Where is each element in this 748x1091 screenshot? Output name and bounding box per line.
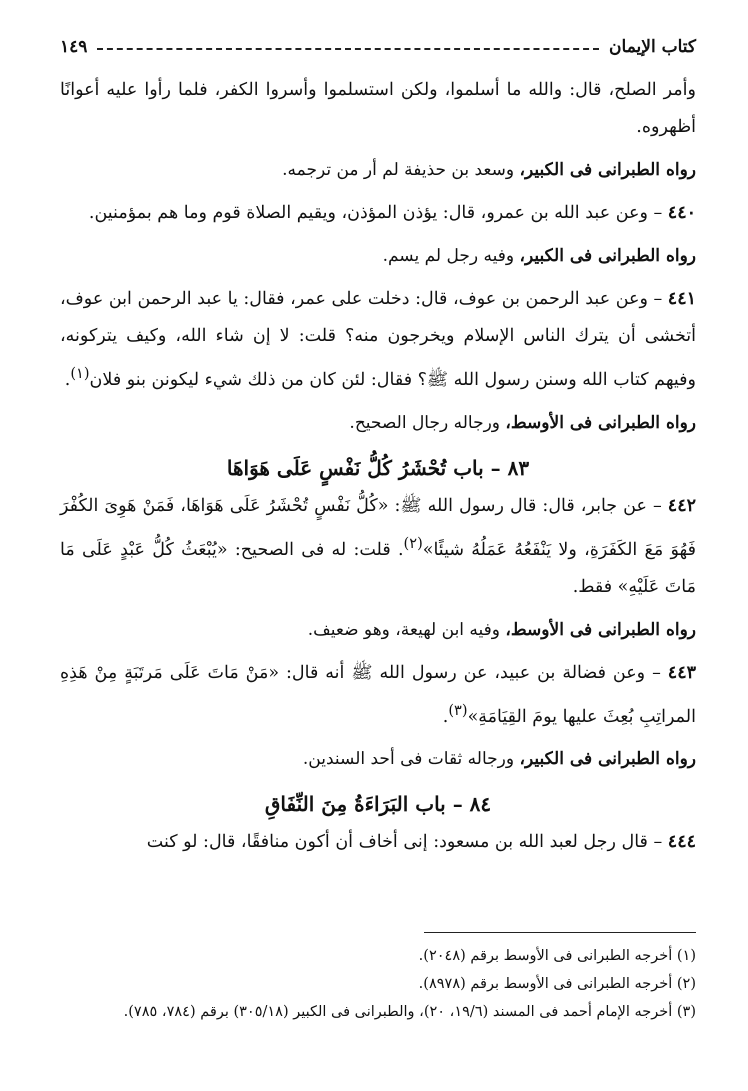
hadith-number: ٤٤١	[667, 289, 696, 309]
hadith-number: ٤٤٣	[667, 662, 696, 683]
hadith-text: – عن جابر، قال: قال رسول الله ﷺ: «كُلُّ نَفْسٍ تُحْشَرُ عَلَى هَوَاهَا، فَمَنْ هَوِىَ الكُفْرَ فَهُوَ مَعَ الكَفَرَةِ، ولا يَنْفَعُهُ عَمَلُهُ شيئًا»	[60, 495, 696, 560]
footnote-ref: (١)	[70, 365, 90, 382]
hadith-441: ٤٤١ – وعن عبد الرحمن بن عوف، قال: دخلت على عمر، فقال: يا عبد الرحمن ابن عوف، أتخشى أن يترك الناس الإسلام ويخرجون منه؟ قلت: لا إن شاء الله، وكيف يتركونه، وفيهم كتاب الله وسنن رسول الله ﷺ؟ فقال: لئن كان من ذلك شيء ليكونن بنو فلان$^{(١)}$.	[60, 289, 696, 390]
hadith-443	[60, 655, 696, 736]
footnote-3: (٣) أخرجه الإمام أحمد فى المسند (١٩/٦، ٢٠)، والطبرانى فى الكبير (٣٠٥/١٨) برقم (٧٨٤، ٧٨٥).	[123, 1004, 696, 1020]
source-rest: وفيه ابن لهيعة، وهو ضعيف.	[307, 619, 506, 640]
source-note	[60, 152, 696, 189]
hadith-444	[60, 824, 696, 861]
hadith-text: – وعن عبد الله بن عمرو، قال: يؤذن المؤذن، ويقيم الصلاة قوم وما هم بمؤمنين.	[88, 203, 668, 223]
header-dashed-rule	[97, 48, 599, 50]
hadith-tail: .	[442, 706, 449, 727]
source-note	[60, 405, 696, 442]
source-bold: رواه الطبرانى فى الكبير،	[519, 160, 696, 180]
source-rest: وسعد بن حذيفة لم أر من ترجمه.	[282, 160, 520, 180]
source-bold: رواه الطبرانى فى الكبير،	[519, 749, 696, 770]
hadith-text: – وعن فضالة بن عبيد، عن رسول الله ﷺ أنه قال: «مَنْ مَاتَ عَلَى مَرتَبَةٍ مِنْ هَذِهِ المراتِبِ بُعِثَ عليها يومَ القِيَامَةِ»	[60, 662, 696, 727]
hadith-442	[60, 488, 696, 606]
hadith-number: ٤٤٠	[667, 203, 696, 223]
running-header	[60, 34, 696, 60]
source-bold: رواه الطبرانى فى الأوسط،	[505, 412, 696, 433]
source-bold: رواه الطبرانى فى الأوسط،	[505, 619, 696, 640]
footnote-divider	[424, 932, 696, 933]
source-rest: ورجاله ثقات فى أحد السندين.	[302, 749, 520, 770]
source-note	[60, 741, 696, 778]
source-bold: رواه الطبرانى فى الكبير،	[519, 246, 696, 266]
hadith-text: – وعن عبد الرحمن بن عوف، قال: دخلت على عمر، فقال: يا عبد الرحمن ابن عوف، أتخشى أن يترك الناس الإسلام ويخرجون منه؟ قلت: لا إن شاء الله، وكيف يتركونه، وفيهم كتاب الله وسنن رسول الله ﷺ؟ فقال: لئن كان من ذلك شيء ليكونن بنو فلان	[60, 289, 696, 390]
source-rest: ورجاله رجال الصحيح.	[349, 412, 506, 433]
footnote-2: (٢) أخرجه الطبرانى فى الأوسط برقم (٨٩٧٨).	[418, 976, 696, 992]
footnotes	[60, 942, 696, 1026]
hadith-text: – قال رجل لعبد الله بن مسعود: إنى أخاف أن أكون منافقًا، قال: لو كنت	[146, 832, 668, 853]
footnote-1: (١) أخرجه الطبرانى فى الأوسط برقم (٢٠٤٨).	[418, 948, 696, 964]
header-title: كتاب الإيمان	[609, 37, 696, 57]
chapter-heading-83: ٨٣ – باب تُحْشَرُ كُلُّ نَفْسٍ عَلَى هَوَاهَا	[226, 455, 530, 480]
hadith-number: ٤٤٤	[667, 832, 696, 853]
footnote-ref: (٣)	[448, 701, 468, 719]
chapter-heading-84: ٨٤ – باب البَرَاءَةُ مِنَ النِّفَاقِ	[264, 792, 492, 817]
hadith-tail: . قلت: له فى الصحيح: «يُبْعَثُ كُلُّ عَبْدٍ عَلَى مَا مَاتَ عَلَيْهِ» فقط.	[60, 539, 696, 597]
hadith-number: ٤٤٢	[667, 495, 696, 516]
footnote-ref: (٢)	[403, 534, 423, 552]
paragraph-continuation: وأمر الصلح، قال: والله ما أسلموا، ولكن استسلموا وأسروا الكفر، فلما رأوا عليه أعوانًا أظهروه.	[60, 80, 696, 137]
source-note	[60, 238, 696, 275]
main-text	[60, 72, 696, 861]
source-rest: وفيه رجل لم يسم.	[382, 246, 520, 266]
page-number: ١٤٩	[60, 37, 88, 57]
hadith-440	[60, 195, 696, 232]
source-note	[60, 612, 696, 649]
